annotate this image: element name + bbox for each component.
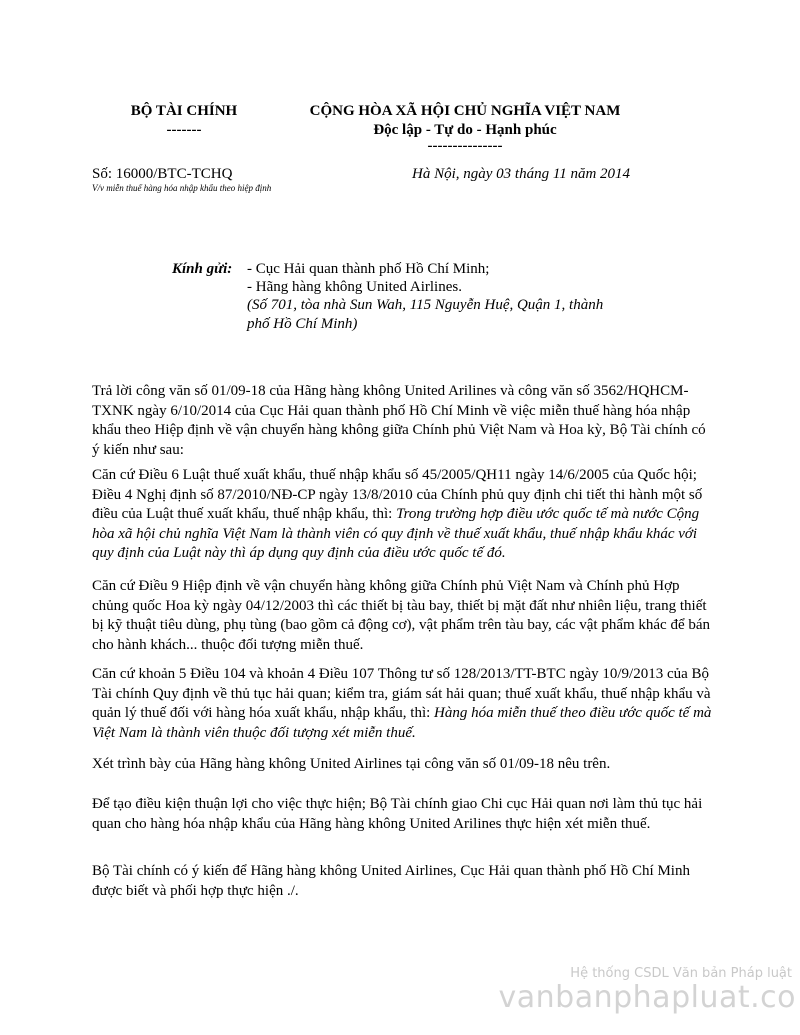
paragraph-4-quote: Hàng hóa miễn thuế theo điều ước quốc tế mà Việt Nam là thành viên thuộc đối tượng xét miễn thuế. — [92, 705, 712, 741]
paragraph-1-text: Trả lời công văn số 01/09-18 của Hãng hàng không United Arilines và công văn số 3562/HQHCM-TXNK ngày 6/10/2014 của Cục Hải quan thành phố Hồ Chí Minh về việc miễn thuế hàng hóa nhập khẩu theo Hiệp định về vận chuyển hàng không giữa Chính phủ Việt Nam và Hoa kỳ, Bộ Tài chính có ý kiến như sau: — [92, 383, 706, 458]
document-number: Số: 16000/BTC-TCHQ — [92, 166, 233, 182]
motto: Độc lập - Tự do - Hạnh phúc — [373, 122, 557, 138]
recipient-address: (Số 701, tòa nhà Sun Wah, 115 Nguyễn Huệ, Quận 1, thành phố Hồ Chí Minh) — [247, 297, 604, 332]
paragraph-3 — [92, 577, 714, 655]
place-date: Hà Nội, ngày 03 tháng 11 năm 2014 — [412, 166, 631, 182]
document-subject: V/v miễn thuế hàng hóa nhập khẩu theo hiệp định — [92, 183, 272, 193]
watermark-caption: Hệ thống CSDL Văn bản Pháp luật — [570, 966, 792, 981]
paragraph-6 — [92, 795, 714, 834]
paragraph-7-text: Bộ Tài chính có ý kiến để Hãng hàng không United Airlines, Cục Hải quan thành phố Hồ Chí Minh được biết và phối hợp thực hiện ./. — [92, 863, 690, 899]
recipient-2: - Hãng hàng không United Airlines. — [247, 279, 462, 295]
paragraph-7 — [92, 862, 714, 901]
agency-divider: ------- — [166, 122, 202, 138]
paragraph-3-text: Căn cứ Điều 9 Hiệp định về vận chuyển hàng không giữa Chính phủ Việt Nam và Chính phủ Hợp chủng quốc Hoa kỳ ngày 04/12/2003 thì các thiết bị tàu bay, thiết bị mặt đất như nhiên liệu, trang thiết bị kỹ thuật tiêu dùng, phụ tùng (bao gồm cả động cơ), vật phẩm trên tàu bay, các vật phẩm khác để bán cho hành khách... thuộc đối tượng miễn thuế. — [92, 578, 711, 653]
paragraph-2-quote: Trong trường hợp điều ước quốc tế mà nước Cộng hòa xã hội chủ nghĩa Việt Nam là thành viên có quy định về thuế xuất khẩu, thuế nhập khẩu khác với quy định của Luật này thì áp dụng quy định của điều ước quốc tế đó. — [92, 506, 700, 561]
nation-name: CỘNG HÒA XÃ HỘI CHỦ NGHĨA VIỆT NAM — [309, 103, 621, 119]
paragraph-2-text: Căn cứ Điều 6 Luật thuế xuất khẩu, thuế nhập khẩu số 45/2005/QH11 ngày 14/6/2005 của Quốc hội; Điều 4 Nghị định số 87/2010/NĐ-CP ngày 13/8/2010 của Chính phủ quy định chi tiết thi hành một số điều của Luật thuế xuất khẩu, thuế nhập khẩu, thì: — [92, 467, 703, 522]
paragraph-6-text: Để tạo điều kiện thuận lợi cho việc thực hiện; Bộ Tài chính giao Chi cục Hải quan nơi làm thủ tục hải quan cho hàng hóa nhập khẩu của Hãng hàng không United Arilines thực hiện xét miễn thuế. — [92, 796, 703, 832]
paragraph-4 — [92, 665, 714, 743]
paragraph-1 — [92, 382, 714, 460]
recipient-1: - Cục Hải quan thành phố Hồ Chí Minh; — [247, 261, 490, 277]
paragraph-5-text: Xét trình bày của Hãng hàng không United Airlines tại công văn số 01/09-18 nêu trên. — [92, 756, 611, 772]
paragraph-5 — [92, 755, 714, 775]
recipients-label: Kính gửi: — [172, 261, 233, 277]
paragraph-2 — [92, 466, 714, 564]
motto-divider: --------------- — [427, 138, 503, 154]
paragraph-4-text: Căn cứ khoản 5 Điều 104 và khoản 4 Điều 107 Thông tư số 128/2013/TT-BTC ngày 10/9/2013 của Bộ Tài chính Quy định về thủ tục hải quan; kiểm tra, giám sát hải quan; thuế xuất khẩu, thuế nhập khẩu và quản lý thuế đối với hàng hóa xuất khẩu, nhập khẩu, thì: — [92, 666, 711, 721]
watermark-site: vanbanphapluat.co — [498, 980, 796, 1015]
agency-name: BỘ TÀI CHÍNH — [130, 103, 238, 119]
